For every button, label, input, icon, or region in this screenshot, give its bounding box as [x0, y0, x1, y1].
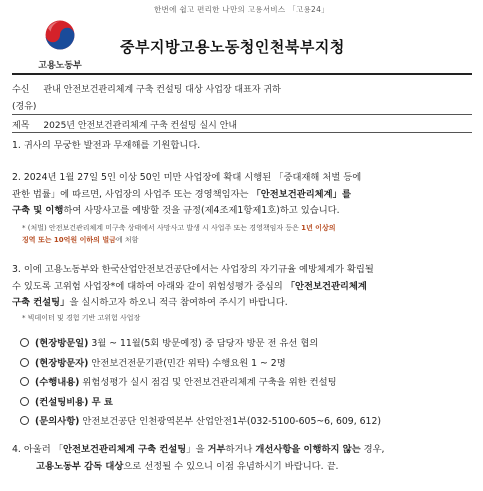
bullet-circle-icon — [20, 397, 29, 406]
p2-line-3-text: 하여 사망사고를 예방할 것을 규정(제4조제1항제1호)하고 있습니다. — [63, 205, 340, 216]
item-text: 안전보건전문기관(민간 위탁) 수행요원 1 ~ 2명 — [88, 357, 286, 369]
list-item — [20, 412, 470, 432]
slogan: 한번에 쉽고 편리한 나만의 고용서비스 「고용24」 — [154, 5, 329, 14]
p2-line-2 — [12, 187, 474, 204]
paragraph-3 — [12, 262, 474, 324]
recipient-label: 수신 — [12, 85, 30, 95]
p2-line-2-text: 관한 법률」에 따르면, 사업장의 사업주 또는 경영책임자는 — [12, 188, 252, 200]
subject-line — [12, 118, 237, 131]
bullet-circle-icon — [20, 416, 29, 425]
list-item — [20, 354, 470, 374]
bullet-circle-icon — [20, 358, 29, 367]
item-label: (현장방문자) — [35, 357, 89, 369]
paragraph-1-text: 1. 귀사의 무궁한 발전과 무재해를 기원합니다. — [12, 140, 201, 151]
consulting-details-list — [20, 334, 470, 432]
via-line — [12, 99, 36, 112]
p4-line-1-text-g: 경우, — [360, 444, 385, 455]
p2-line-3 — [12, 203, 474, 220]
p2-line-1: 2. 2024년 1월 27일 5인 이상 50인 미만 사업장에 확대 시행된 「중대재해 처벌 등에 — [12, 172, 362, 183]
item-label: (수행내용) — [35, 377, 80, 388]
p2-note-emphasis-1: 1년 이상의 — [301, 223, 336, 232]
taegeuk-emblem-icon — [43, 18, 77, 52]
p2-note-text-1: * (처벌) 안전보건관리체계 미구축 상태에서 사망사고 발생 시 사업주 또는 경영책임자 등은 — [22, 223, 302, 232]
p2-line-2-emphasis: 「안전보건관리체계」를 — [251, 188, 351, 200]
p4-emphasis-consulting: 안전보건관리체계 구축 컨설팅 — [63, 444, 187, 455]
p3-line-3-emphasis: 구축 컨설팅」 — [12, 297, 70, 308]
bullet-circle-icon — [20, 377, 29, 386]
recipient-value: 관내 안전보건관리체계 구축 컨설팅 대상 사업장 대표자 귀하 — [43, 85, 281, 95]
ministry-logo — [30, 18, 90, 71]
p4-line-2 — [12, 459, 474, 476]
subject-value: 2025년 안전보건관리체계 구축 컨설팅 실시 안내 — [43, 121, 238, 131]
p3-line-2-text: 수 있도록 고위험 사업장*에 대하여 아래와 같이 위험성평가 중심의 — [12, 280, 286, 292]
p3-line-2-emphasis: 「안전보건관리체계 — [285, 280, 367, 292]
p2-line-3-emphasis: 구축 및 이행 — [12, 205, 64, 216]
p4-line-1-text-e: 하거나 — [225, 444, 256, 455]
p3-line-2 — [12, 279, 474, 296]
p4-line-2-text: 으로 선정될 수 있으니 이점 유념하시기 바랍니다. 끝. — [123, 460, 339, 472]
item-text: 안전보건공단 인천광역본부 산업안전1부(032-5100-605~6, 609, 612) — [79, 416, 382, 427]
recipient-line — [12, 82, 281, 95]
subject-top-divider — [12, 114, 472, 115]
paragraph-1 — [12, 138, 474, 155]
paragraph-4 — [12, 442, 474, 475]
org-title: 중부지방고용노동청인천북부지청 — [120, 38, 345, 56]
p3-line-3-text: 을 실시하고자 하오니 적극 참여하여 주시기 바랍니다. — [69, 297, 288, 308]
p2-note — [12, 222, 474, 246]
p3-line-3 — [12, 295, 474, 312]
subject-label: 제목 — [12, 121, 30, 131]
p4-line-1-text-c: 」을 — [186, 444, 208, 455]
item-text: 위험성평가 실시 점검 및 안전보건관리체계 구축을 위한 컨설팅 — [79, 377, 337, 388]
p4-emphasis-refuse: 거부 — [207, 444, 226, 455]
p2-note-emphasis-2: 징역 또는 10억원 이하의 벌금 — [22, 235, 116, 244]
item-text: 3월 ~ 11월(5회 방문예정) 중 담당자 방문 전 유선 협의 — [88, 338, 319, 349]
bullet-circle-icon — [20, 338, 29, 347]
p3-note: * 빅데이터 및 경험 기반 고위험 사업장 — [22, 313, 141, 322]
list-item — [20, 334, 470, 354]
p3-line-1: 3. 이에 고용노동부와 한국산업안전보건공단에서는 사업장의 자기규율 예방체계가 확립될 — [12, 264, 374, 275]
p2-note-text-2: 에 처함 — [115, 235, 139, 244]
list-item — [20, 393, 470, 413]
item-label: (컨설팅비용) 무 료 — [35, 396, 113, 408]
paragraph-2 — [12, 170, 474, 246]
subject-bottom-divider — [12, 132, 472, 133]
item-label: (현장방문일) — [35, 338, 89, 349]
list-item — [20, 373, 470, 393]
p4-emphasis-inspection: 고용노동부 감독 대상 — [36, 460, 124, 472]
p4-emphasis-not-implement: 개선사항을 이행하지 않는 — [255, 444, 361, 455]
via-label: (경유) — [12, 102, 37, 112]
p4-line-1 — [12, 442, 474, 459]
p4-line-1-text-a: 4. 아울러 「 — [12, 444, 64, 455]
item-label: (문의사항) — [35, 416, 80, 427]
logo-text: 고용노동부 — [38, 61, 82, 71]
header-divider — [12, 73, 472, 75]
